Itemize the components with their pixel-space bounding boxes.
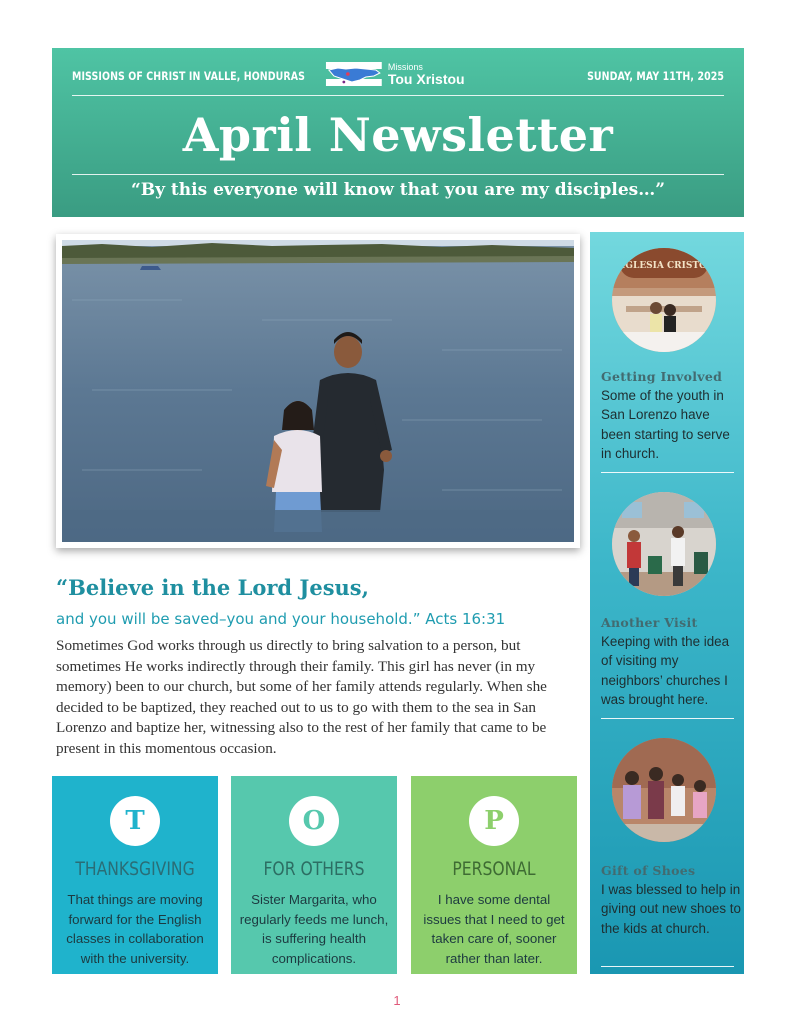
newsletter-title: April Newsletter (182, 108, 614, 162)
thanksgiving-heading: THANKSGIVING (75, 858, 195, 880)
getting-involved-title: Getting Involved (601, 369, 723, 384)
getting-involved-photo (612, 248, 716, 352)
letter-p-badge: P (469, 796, 519, 846)
issue-date: SUNDAY, MAY 11TH, 2025 (587, 68, 724, 83)
getting-involved-text: Some of the youth in San Lorenzo have been starting to serve in church. (601, 388, 730, 462)
honduras-map-icon (326, 60, 382, 88)
personal-box (411, 776, 577, 974)
another-visit-text: Keeping with the idea of visiting my neighbors’ churches I was brought here. (601, 634, 730, 708)
title-divider (72, 174, 724, 175)
gift-of-shoes-text: I was blessed to help in giving out new shoes to the kids at church. (601, 882, 741, 936)
another-visit-title: Another Visit (601, 615, 698, 630)
newsletter-header (52, 48, 744, 217)
logo-small-text: Missions (387, 61, 423, 72)
another-visit-photo (612, 492, 716, 596)
logo-wordmark (388, 63, 465, 86)
gift-of-shoes-title: Gift of Shoes (601, 863, 696, 878)
logo-big-text: Tou Xristou (387, 70, 465, 87)
for-others-heading: FOR OTHERS (263, 858, 365, 880)
thanksgiving-box (52, 776, 218, 974)
org-name: MISSIONS OF CHRIST IN VALLE, HONDURAS (72, 68, 306, 83)
newsletter-subtitle: “By this everyone will know that you are my disciples…” (130, 180, 666, 200)
church-sign-text: IGLESIA CRISTO (621, 261, 707, 271)
scripture-quote-heading: “Believe in the Lord Jesus, (56, 575, 369, 600)
article-body: Sometimes God works through us directly to bring salvation to a person, but sometimes He works indirectly through their family. This girl has never (in my memory) been to our church, but some of her family attends regularly. When she decided to be baptized, they reached out to us to go with them to the sea in San Lorenzo and baptize her, witnessing also to the rest of her family that came to be present in this momentous occasion. (56, 637, 547, 757)
page-number: 1 (393, 993, 401, 1008)
baptism-photo-frame (56, 234, 580, 548)
baptism-photo (62, 240, 574, 542)
mission-logo (326, 60, 465, 88)
for-others-text: Sister Margarita, who regularly feeds me lunch, is suffering health complications. (239, 892, 389, 966)
letter-o-badge: O (289, 796, 339, 846)
sidebar-divider-2 (601, 718, 734, 719)
sidebar (590, 232, 744, 974)
personal-heading: PERSONAL (452, 858, 536, 880)
thanksgiving-text: That things are moving forward for the English classes in collaboration with the university. (66, 892, 204, 966)
sidebar-divider-3 (601, 966, 734, 967)
letter-t-badge: T (110, 796, 160, 846)
header-meta-bar (72, 61, 724, 96)
sidebar-divider-1 (601, 472, 734, 473)
scripture-quote-continuation: and you will be saved–you and your household.” Acts 16:31 (56, 610, 506, 628)
baptism-scene-illustration (62, 240, 574, 542)
gift-of-shoes-photo (612, 738, 716, 842)
for-others-box (231, 776, 397, 974)
personal-text: I have some dental issues that I need to get taken care of, sooner rather than later. (423, 892, 565, 966)
